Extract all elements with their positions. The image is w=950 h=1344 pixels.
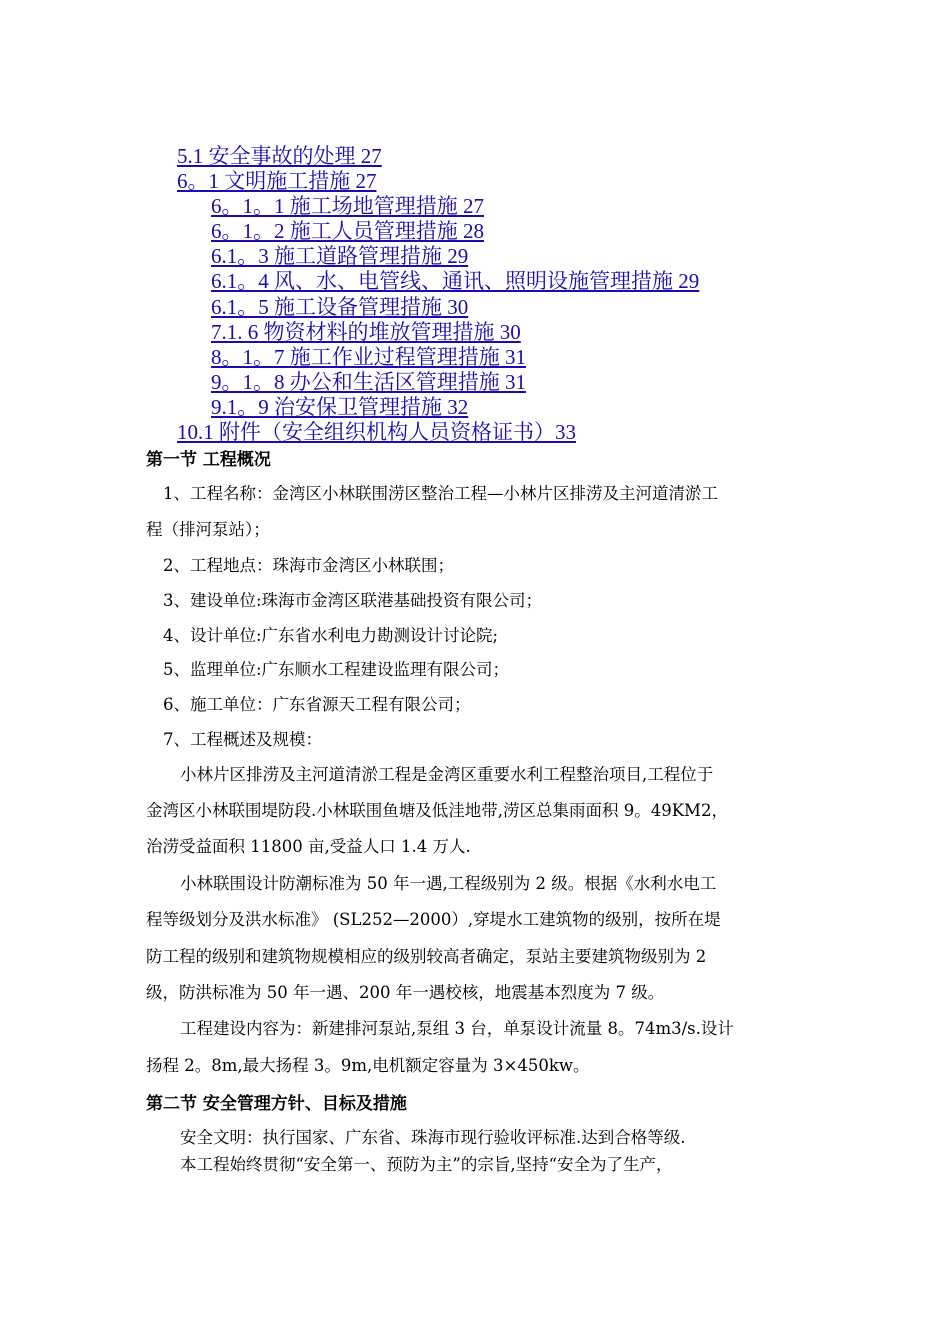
toc-link[interactable]: 7.1. 6 物资材料的堆放管理措施 30	[211, 320, 521, 344]
paragraph-line: 2、工程地点：珠海市金湾区小林联围；	[163, 556, 454, 575]
toc-link[interactable]: 6.1。5 施工设备管理措施 30	[211, 295, 469, 319]
paragraph-line: 工程建设内容为：新建排河泵站,泵组 3 台，单泵设计流量 8。74m3/s.设计	[180, 1019, 734, 1038]
toc-link[interactable]: 6.1。3 施工道路管理措施 29	[211, 244, 469, 268]
paragraph-line: 6、施工单位：广东省源天工程有限公司；	[163, 695, 471, 714]
paragraph-line: 程（排河泵站）；	[146, 520, 270, 539]
toc-link[interactable]: 6。1。2 施工人员管理措施 28	[211, 219, 484, 243]
toc-link[interactable]: 6。1 文明施工措施 27	[177, 169, 377, 193]
paragraph-line: 治涝受益面积 11800 亩,受益人口 1.4 万人.	[146, 837, 471, 856]
toc-link[interactable]: 6.1。4 风、水、电管线、通讯、照明设施管理措施 29	[211, 269, 700, 293]
paragraph-line: 1、工程名称：金湾区小林联围涝区整治工程—小林片区排涝及主河道清淤工	[163, 484, 718, 503]
paragraph-line: 防工程的级别和建筑物规模相应的级别较高者确定，泵站主要建筑物级别为 2	[146, 947, 707, 966]
paragraph-line: 级，防洪标准为 50 年一遇、200 年一遇校核，地震基本烈度为 7 级。	[146, 983, 665, 1002]
paragraph-line: 小林联围设计防潮标准为 50 年一遇,工程级别为 2 级。根据《水利水电工	[180, 874, 717, 893]
paragraph-line: 小林片区排涝及主河道清淤工程是金湾区重要水利工程整治项目,工程位于	[180, 765, 714, 784]
paragraph-line: 4、设计单位:广东省水利电力勘测设计讨论院;	[163, 626, 499, 645]
section-heading: 第一节 工程概况	[146, 450, 271, 470]
toc-link[interactable]: 10.1 附件（安全组织机构人员资格证书）33	[177, 420, 576, 444]
toc-link[interactable]: 8。1。7 施工作业过程管理措施 31	[211, 345, 526, 369]
paragraph-line: 3、建设单位:珠海市金湾区联港基础投资有限公司；	[163, 591, 543, 610]
toc-link[interactable]: 9.1。9 治安保卫管理措施 32	[211, 395, 469, 419]
paragraph-line: 本工程始终贯彻“安全第一、预防为主”的宗旨,坚持“安全为了生产，	[180, 1155, 673, 1174]
paragraph-line: 7、工程概述及规模：	[163, 730, 322, 749]
section-heading: 第二节 安全管理方针、目标及措施	[146, 1094, 407, 1114]
paragraph-line: 5、监理单位:广东顺水工程建设监理有限公司；	[163, 660, 510, 679]
paragraph-line: 金湾区小林联围堤防段.小林联围鱼塘及低洼地带,涝区总集雨面积 9。49KM2，	[146, 801, 728, 820]
paragraph-line: 程等级划分及洪水标准》 (SL252—2000）,穿堤水工建筑物的级别，按所在堤	[146, 910, 721, 929]
toc-link[interactable]: 6。1。1 施工场地管理措施 27	[211, 194, 484, 218]
paragraph-line: 扬程 2。8m,最大扬程 3。9m,电机额定容量为 3×450kw。	[146, 1056, 590, 1075]
toc-link[interactable]: 5.1 安全事故的处理 27	[177, 144, 382, 168]
toc-link[interactable]: 9。1。8 办公和生活区管理措施 31	[211, 370, 526, 394]
paragraph-line: 安全文明：执行国家、广东省、珠海市现行验收评标准.达到合格等级.	[180, 1128, 686, 1147]
